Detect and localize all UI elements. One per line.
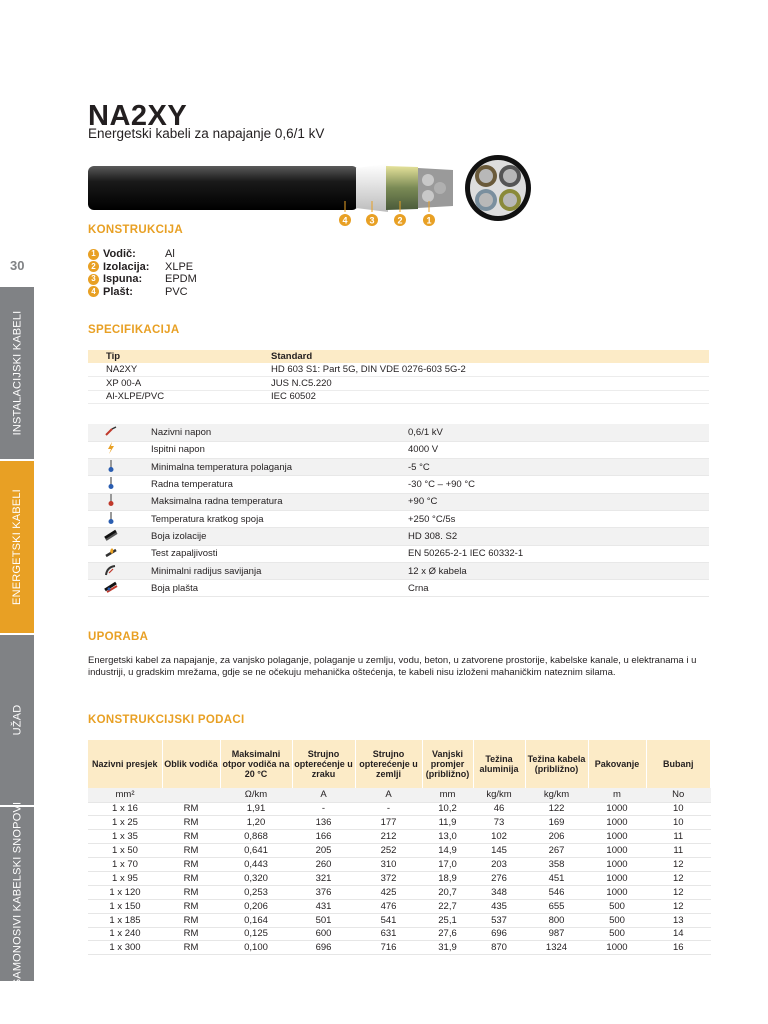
property-value: 4000 V [390,441,709,458]
marker-2-label: 2 [397,215,403,226]
table-cell: - [355,802,422,816]
table-cell: 500 [588,899,646,913]
table-cell: NA2XY [88,363,253,377]
table-cell: 10 [646,802,711,816]
table-cell: 0,164 [220,913,292,927]
page-number: 30 [10,258,25,273]
konstrukcija-value: XLPE [165,260,194,273]
table-cell: RM [162,858,220,872]
cable-insulation [386,166,418,210]
table-cell: 276 [473,871,525,885]
uporaba-text: Energetski kabel za napajanje, za vanjsko polaganje, polaganje u zemlju, vodu, beton, u zatvorene prostorije, kabelske kanale, u elektranama i u industriji, u gradskim mrežama, gdje se ne očekuju mehanička oštećenja, te kabeli nisu izloženi mahaničkim nateznim silama. [88,655,697,678]
property-label: Maksimalna radna temperatura [133,493,390,510]
table-cell: 0,443 [220,858,292,872]
table-cell: 372 [355,871,422,885]
column-header: Bubanj [646,740,711,788]
table-cell: 12 [646,871,711,885]
table-cell: RM [162,899,220,913]
table-cell: 431 [292,899,355,913]
table-cell: 1 x 240 [88,927,162,941]
table-cell: 12 [646,885,711,899]
number-badge: 1 [88,249,99,260]
table-cell: 435 [473,899,525,913]
property-row [88,459,709,476]
table-row [88,363,709,377]
table-cell: 102 [473,830,525,844]
table-row [88,899,711,913]
property-row [88,441,709,458]
table-cell: XP 00-A [88,377,253,391]
table-cell: 22,7 [422,899,473,913]
podaci-heading: KONSTRUKCIJSKI PODACI [88,714,245,726]
table-cell: 267 [525,844,588,858]
property-row [88,545,709,562]
table-cell: 203 [473,858,525,872]
table-cell: 1 x 35 [88,830,162,844]
table-cell: 321 [292,871,355,885]
table-body [88,788,711,955]
table-row [88,830,711,844]
property-value: +90 °C [390,493,709,510]
property-row [88,493,709,510]
column-header: Pakovanje [588,740,646,788]
table-row [88,913,711,927]
thermometer-icon [104,494,118,506]
column-header: Vanjski promjer (približno) [422,740,473,788]
number-badge: 4 [88,286,99,297]
table-cell: RM [162,913,220,927]
table-row [88,802,711,816]
konstrukcija-item [88,248,197,261]
konstrukcija-heading: KONSTRUKCIJA [88,224,183,236]
table-cell: 136 [292,816,355,830]
property-row [88,510,709,527]
konstrukcija-label: Ispuna: [103,273,143,285]
table-cell: 1 x 95 [88,871,162,885]
unit-cell: m [588,788,646,802]
table-cell: 870 [473,941,525,955]
property-row [88,476,709,493]
properties-table [88,424,709,597]
table-cell: RM [162,802,220,816]
table-cell: 20,7 [422,885,473,899]
cable-sheath [88,166,358,210]
table-cell: 546 [525,885,588,899]
table-cell: 376 [292,885,355,899]
konstrukcija-label: Izolacija: [103,260,150,273]
table-row [88,844,711,858]
table-cell: 537 [473,913,525,927]
property-row [88,580,709,597]
lightning-icon [104,442,118,454]
table-cell: 800 [525,913,588,927]
sheath-color-icon [104,581,118,593]
table-cell: 145 [473,844,525,858]
property-value: EN 50265-2-1 IEC 60332-1 [390,545,709,562]
table-cell: 11 [646,844,711,858]
table-row [88,858,711,872]
tab-samonosivi-kabelski-snopovi[interactable]: SAMONOSIVI KABELSKI SNOPOVI [0,807,34,981]
konstrukcija-value: EPDM [165,273,197,285]
table-cell: 177 [355,816,422,830]
table-cell: 1 x 185 [88,913,162,927]
table-cell: RM [162,830,220,844]
voltage-icon [104,425,118,437]
table-cell: 252 [355,844,422,858]
table-cell: 358 [525,858,588,872]
table-cell: RM [162,941,220,955]
table-cell: 14 [646,927,711,941]
table-cell: 451 [525,871,588,885]
table-cell: 500 [588,927,646,941]
product-subtitle: Energetski kabeli za napajanje 0,6/1 kV [88,126,325,141]
table-cell: 10,2 [422,802,473,816]
specifikacija-heading: SPECIFIKACIJA [88,324,180,336]
table-cell: 1 x 120 [88,885,162,899]
property-label: Temperatura kratkog spoja [133,510,390,527]
property-row [88,424,709,441]
property-value: 12 x Ø kabela [390,562,709,579]
property-value: -30 °C – +90 °C [390,476,709,493]
table-cell: HD 603 S1: Part 5G, DIN VDE 0276-603 5G-2 [253,363,709,377]
column-header: Maksimalni otpor vodiča na 20 °C [220,740,292,788]
unit-cell [162,788,220,802]
table-cell: 1000 [588,844,646,858]
table-cell: 501 [292,913,355,927]
flame-icon [104,546,118,558]
number-badge: 2 [88,261,99,272]
property-row [88,562,709,579]
marker-1-label: 1 [426,215,432,226]
table-cell: 476 [355,899,422,913]
table-cell: 46 [473,802,525,816]
table-cell: 655 [525,899,588,913]
table-cell: 1000 [588,830,646,844]
table-cell: RM [162,816,220,830]
tab-energetski-kabeli[interactable]: ENERGETSKI KABELI [0,461,34,633]
table-cell: 16 [646,941,711,955]
table-cell: - [292,802,355,816]
unit-cell: A [292,788,355,802]
table-row [88,927,711,941]
thermometer-icon [104,460,118,472]
konstrukcija-item [88,261,197,274]
table-cell: 73 [473,816,525,830]
konstrukcija-value: Al [165,248,175,260]
uporaba-heading: UPORABA [88,631,149,643]
konstrukcija-item [88,286,197,299]
property-label: Boja izolacije [133,528,390,545]
property-value: +250 °C/5s [390,510,709,527]
table-cell: 631 [355,927,422,941]
column-header: Standard [253,350,709,363]
property-value: 0,6/1 kV [390,424,709,441]
table-row [88,377,709,391]
table-cell: 260 [292,858,355,872]
table-row [88,390,709,404]
table-cell: RM [162,871,220,885]
table-cell: 13,0 [422,830,473,844]
table-cell: 122 [525,802,588,816]
table-cell: 1000 [588,858,646,872]
konstrukcija-label: Vodič: [103,248,136,260]
column-header: Tip [88,350,253,363]
insulation-color-icon [104,529,118,541]
table-cell: RM [162,927,220,941]
table-row [88,885,711,899]
units-row [88,788,711,802]
thermometer-icon [104,477,118,489]
table-cell: 1000 [588,871,646,885]
table-cell: 1 x 150 [88,899,162,913]
table-cell: 310 [355,858,422,872]
table-cell: 1324 [525,941,588,955]
table-cell: RM [162,844,220,858]
column-header: Strujno opterećenje u zraku [292,740,355,788]
property-value: -5 °C [390,459,709,476]
table-cell: 500 [588,913,646,927]
konstrukcija-label: Plašt: [103,285,133,298]
table-cell: 18,9 [422,871,473,885]
property-label: Ispitni napon [133,441,390,458]
table-cell: 12 [646,899,711,913]
property-value: Crna [390,580,709,597]
column-header: Težina kabela (približno) [525,740,588,788]
table-cell: 425 [355,885,422,899]
table-cell: 0,125 [220,927,292,941]
property-label: Minimalni radijus savijanja [133,562,390,579]
unit-cell: kg/km [525,788,588,802]
unit-cell: kg/km [473,788,525,802]
table-cell: Al-XLPE/PVC [88,390,253,404]
table-cell: JUS N.C5.220 [253,377,709,391]
table-cell: 27,6 [422,927,473,941]
marker-4-label: 4 [342,215,348,226]
unit-cell: mm² [88,788,162,802]
table-cell: IEC 60502 [253,390,709,404]
table-cell: 0,100 [220,941,292,955]
table-cell: 0,253 [220,885,292,899]
unit-cell: A [355,788,422,802]
table-cell: 541 [355,913,422,927]
table-row [88,871,711,885]
table-cell: 31,9 [422,941,473,955]
table-cell: 0,320 [220,871,292,885]
table-cell: 0,206 [220,899,292,913]
property-label: Nazivni napon [133,424,390,441]
number-badge: 3 [88,274,99,285]
property-row [88,528,709,545]
table-cell: 1000 [588,941,646,955]
product-title: NA2XY [88,100,188,132]
column-header: Nazivni presjek [88,740,162,788]
table-row [88,816,711,830]
table-cell: 206 [525,830,588,844]
tab-uzad[interactable]: UŽAD [0,635,34,805]
table-cell: 205 [292,844,355,858]
column-header: Strujno opterećenje u zemlji [355,740,422,788]
table-cell: 14,9 [422,844,473,858]
table-cell: 1000 [588,802,646,816]
konstrukcija-item [88,273,197,286]
table-row [88,941,711,955]
table-cell: 11,9 [422,816,473,830]
tab-instalacijski-kabeli[interactable]: INSTALACIJSKI KABELI [0,287,34,459]
unit-cell: No [646,788,711,802]
table-cell: 1,91 [220,802,292,816]
table-header-row [88,740,711,788]
table-cell: 0,868 [220,830,292,844]
property-label: Radna temperatura [133,476,390,493]
table-cell: 12 [646,858,711,872]
konstrukcija-value: PVC [165,285,188,298]
table-header-row [88,350,709,363]
property-label: Minimalna temperatura polaganja [133,459,390,476]
table-cell: 1 x 300 [88,941,162,955]
table-cell: 1,20 [220,816,292,830]
table-cell: 600 [292,927,355,941]
unit-cell: mm [422,788,473,802]
table-cell: 1 x 25 [88,816,162,830]
table-cell: 696 [473,927,525,941]
table-cell: 169 [525,816,588,830]
konstrukcijski-podaci-table [88,740,711,955]
property-label: Test zapaljivosti [133,545,390,562]
table-cell: 1000 [588,885,646,899]
table-cell: 1 x 16 [88,802,162,816]
table-cell: 696 [292,941,355,955]
marker-3-label: 3 [369,215,375,226]
thermometer-icon [104,512,118,524]
table-cell: 10 [646,816,711,830]
table-cell: 17,0 [422,858,473,872]
column-header: Težina aluminija [473,740,525,788]
table-cell: 0,641 [220,844,292,858]
table-cell: 1 x 50 [88,844,162,858]
table-cell: 11 [646,830,711,844]
table-cell: 25,1 [422,913,473,927]
table-cell: 1 x 70 [88,858,162,872]
konstrukcija-list [88,248,197,298]
table-cell: RM [162,885,220,899]
bend-radius-icon [104,564,118,576]
table-cell: 716 [355,941,422,955]
unit-cell: Ω/km [220,788,292,802]
property-value: HD 308. S2 [390,528,709,545]
table-cell: 13 [646,913,711,927]
property-label: Boja plašta [133,580,390,597]
column-header: Oblik vodiča [162,740,220,788]
table-cell: 1000 [588,816,646,830]
table-cell: 348 [473,885,525,899]
specifikacija-table [88,350,709,404]
table-cell: 987 [525,927,588,941]
table-cell: 212 [355,830,422,844]
table-cell: 166 [292,830,355,844]
